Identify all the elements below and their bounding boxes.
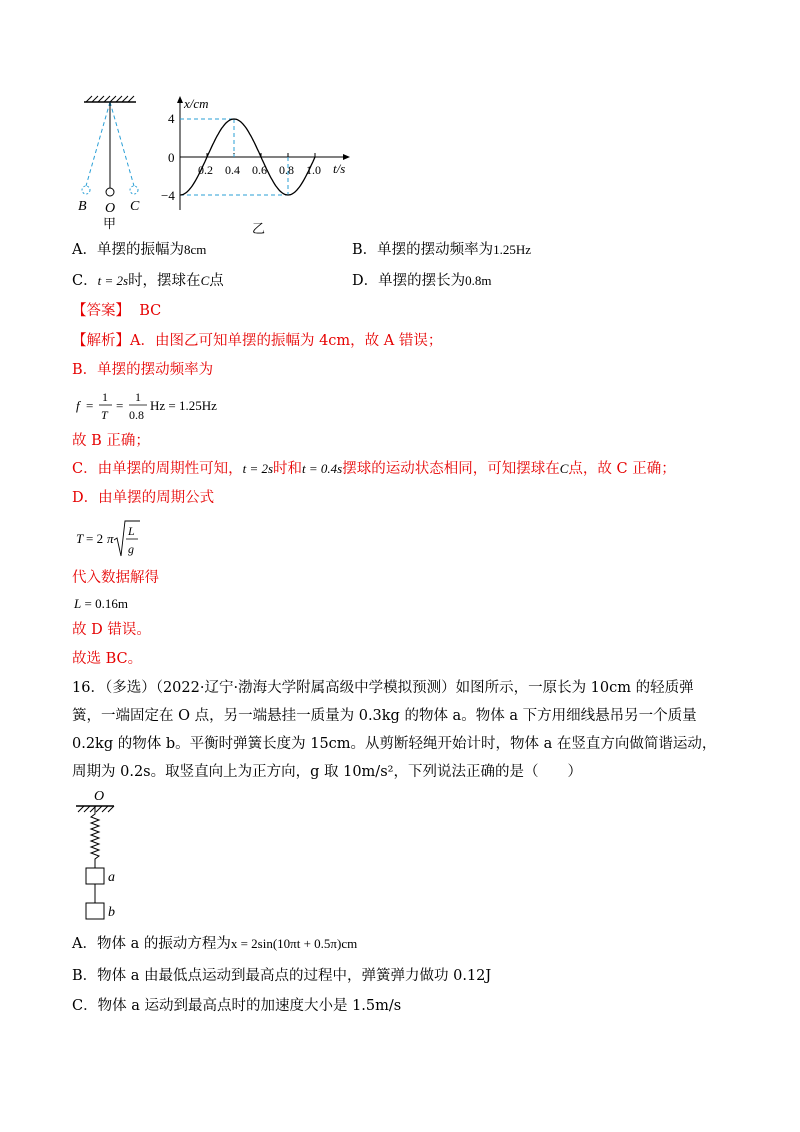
svg-text:=: = (116, 398, 124, 413)
svg-text:T: T (101, 408, 108, 422)
block-b (86, 903, 104, 919)
q15-option-a: A．单摆的振幅为8cm (72, 242, 207, 258)
pendulum-bob-o (106, 188, 114, 196)
q16-option-a: A．物体 a 的振动方程为x = 2sin(10πt + 0.5π)cm (72, 936, 358, 952)
q15-analysis-c: C．由单摆的周期性可知，t = 2s时和t = 0.4s摆球的运动状态相同，可知摆球在C点，故 C 正确； (72, 461, 676, 477)
q16-stem-line3: 0.2kg 的物体 b。平衡时弹簧长度为 15cm。从剪断轻绳开始计时，物体 a 在竖直方向做简谐运动， (72, 736, 717, 752)
label-o-point: O (94, 789, 105, 804)
q16-stem-line1: 16．（多选）（2022·辽宁·渤海大学附属高级中学模拟预测）如图所示，一原长为 10cm 的轻质弹 (72, 680, 694, 696)
x-axis-label: t/s (333, 161, 346, 176)
y-axis-label: x/cm (184, 96, 209, 111)
pendulum-string-left (86, 102, 110, 186)
svg-text:1: 1 (102, 390, 108, 404)
label-a: a (108, 870, 115, 885)
q15-option-c: C．t = 2s时，摆球在C点 (72, 273, 224, 289)
q15-analysis-b: B．单摆的摆动频率为 (72, 362, 214, 378)
q15-option-b: B．单摆的摆动频率为1.25Hz (352, 242, 532, 258)
formula-frequency (74, 388, 234, 422)
pendulum-bob-c (130, 186, 138, 194)
q16-stem-line4: 周期为 0.2s。取竖直向上为正方向，g 取 10m/s²，下列说法正确的是（ ） (72, 764, 582, 780)
svg-text:Hz = 1.25Hz: Hz = 1.25Hz (150, 398, 217, 413)
x-tick-label: 0.8 (279, 163, 294, 177)
origin-label: 0 (168, 150, 175, 165)
q15-substitute: 代入数据解得 (72, 570, 159, 586)
caption-yi: 乙 (252, 221, 266, 236)
label-c: C (130, 199, 140, 214)
q15-conclusion-d: 故 D 错误。 (72, 622, 151, 638)
spring (91, 806, 99, 868)
formula-period (74, 518, 164, 566)
label-b: B (78, 199, 87, 214)
q15-conclusion-b: 故 B 正确； (72, 433, 150, 449)
q15-analysis-d: D．由单摆的周期公式 (72, 490, 215, 506)
pendulum-string-right (110, 102, 134, 186)
svg-text:g: g (128, 542, 134, 556)
q16-option-b: B．物体 a 由最低点运动到最高点的过程中，弹簧弹力做功 0.12J (72, 968, 492, 984)
pendulum-figure (70, 88, 170, 238)
x-tick-label: 1.0 (306, 163, 321, 177)
block-a (86, 868, 104, 884)
label-b-block: b (108, 905, 115, 920)
svg-text:1: 1 (135, 390, 141, 404)
q15-final: 故选 BC。 (72, 651, 143, 667)
q15-option-d: D．单摆的摆长为0.8m (352, 273, 492, 289)
x-tick-label: 0.4 (225, 163, 240, 177)
svg-text:f: f (76, 398, 80, 413)
svg-text:π: π (107, 531, 114, 546)
y-tick-pos: 4 (168, 111, 175, 126)
svg-text:L: L (128, 524, 135, 538)
x-tick-label: 0.6 (252, 163, 267, 177)
pendulum-bob-b (82, 186, 90, 194)
formula-length: L = 0.16m (74, 596, 128, 611)
label-o: O (105, 201, 116, 216)
displacement-graph (158, 90, 358, 240)
x-tick-label: 0.2 (198, 163, 213, 177)
y-tick-neg: −4 (161, 188, 175, 203)
q16-stem-line2: 簧，一端固定在 O 点，另一端悬挂一质量为 0.3kg 的物体 a。物体 a 下方用细线悬吊另一个质量 (72, 708, 697, 724)
q15-analysis-a: 【解析】A．由图乙可知单摆的振幅为 4cm，故 A 错误； (72, 333, 443, 349)
svg-text:= 2: = 2 (86, 531, 104, 546)
svg-text:0.8: 0.8 (129, 408, 144, 422)
q15-answer: 【答案】 BC (72, 303, 162, 319)
svg-text:T: T (76, 531, 84, 546)
caption-jia: 甲 (103, 216, 117, 231)
spring-figure (70, 786, 140, 926)
svg-text:=: = (86, 398, 94, 413)
q16-option-c: C．物体 a 运动到最高点时的加速度大小是 1.5m/s (72, 998, 402, 1014)
